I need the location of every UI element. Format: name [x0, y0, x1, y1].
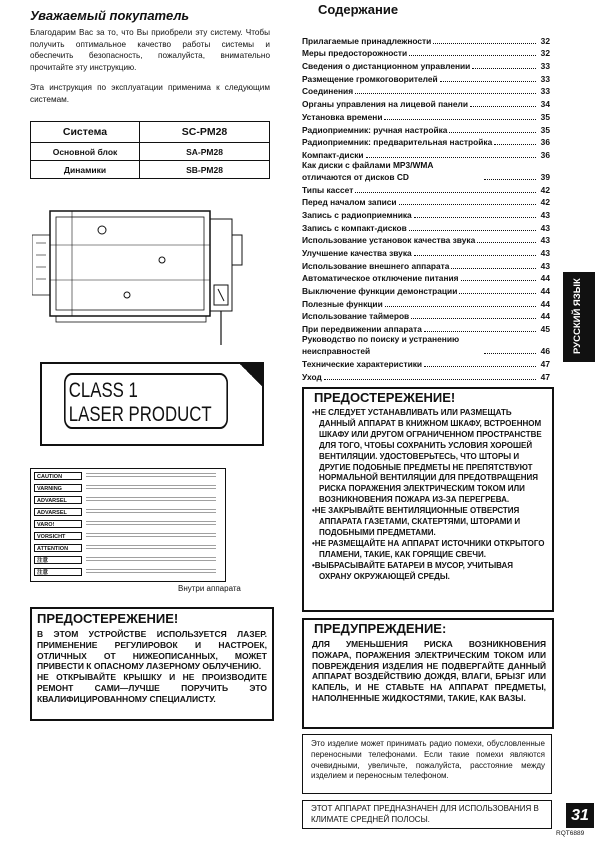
toc-item-title: Уход: [302, 371, 322, 382]
toc-dot-leader: [409, 230, 536, 231]
toc-item: [302, 97, 550, 110]
language-tab: [563, 272, 595, 362]
toc-item: [302, 183, 550, 196]
warning-row: VARO!: [34, 520, 220, 529]
warning-row: VORSICHT: [34, 532, 220, 541]
toc-dot-leader: [355, 192, 536, 193]
toc-dot-leader: [484, 179, 536, 180]
toc-dot-leader: [399, 204, 536, 205]
note-text: ЭТОТ АППАРАТ ПРЕДНАЗНАЧЕН ДЛЯ ИСПОЛЬЗОВАНИЯ В КЛИМАТЕ СРЕДНЕЙ ПОЛОСЫ.: [311, 804, 539, 824]
toc-dot-leader: [470, 106, 536, 107]
table-cell: Динамики: [31, 161, 140, 179]
laser-class-text: CLASS 1: [68, 379, 138, 402]
toc-dot-leader: [411, 318, 536, 319]
caution-paragraph-2: НЕ ОТКРЫВАЙТЕ КРЫШКУ И НЕ ПРОИЗВОДИТЕ РЕМОНТ САМИ—ЛУЧШЕ ПОРУЧИТЬ ЭТО КВАЛИФИЦИРОВАННОМУ СПЕЦИАЛИСТУ.: [37, 672, 267, 704]
toc-item: [302, 72, 550, 85]
toc-item: [302, 297, 550, 310]
toc-dot-leader: [451, 268, 536, 269]
toc-item-title: Руководство по поиску и устранению неисправностей: [302, 334, 460, 357]
system-table: [30, 121, 270, 179]
toc-item-title: Полезные функции: [302, 298, 383, 309]
toc-item-title: Прилагаемые принадлежности: [302, 35, 432, 46]
toc-dot-leader: [414, 217, 536, 218]
toc-dot-leader: [409, 55, 536, 56]
page-number: 31: [566, 803, 594, 828]
toc-item-page: 45: [540, 324, 550, 335]
toc-item-title: Использование таймеров: [302, 311, 410, 322]
toc-item-title: Использование внешнего аппарата: [302, 260, 450, 271]
device-illustration: [32, 205, 262, 345]
ventilation-warning-box: [302, 387, 554, 612]
table-cell: Основной блок: [31, 143, 140, 161]
warning-title: ПРЕДУПРЕЖДЕНИЕ:: [314, 621, 447, 636]
toc-dot-leader: [449, 132, 536, 133]
toc-item-title: Компакт-диски: [302, 149, 364, 160]
toc-item-page: 34: [540, 99, 550, 110]
toc-dot-leader: [484, 353, 536, 354]
toc-item: [302, 335, 550, 357]
warning-row: ADVARSEL: [34, 508, 220, 517]
toc-dot-leader: [385, 306, 536, 307]
intro-paragraph-1: Благодарим Вас за то, что Вы приобрели эту систему. Чтобы получить оптимальное качество работы системы и обеспечить безопасность, пожалуйста, внимательно прочитайте эту инструкцию.: [30, 28, 270, 72]
toc-dot-leader: [459, 293, 536, 294]
table-row: [31, 161, 270, 179]
toc-dot-leader: [424, 366, 536, 367]
table-cell: Система: [31, 122, 140, 143]
language-tab-label: РУССКИЙ ЯЗЫК: [572, 278, 583, 354]
toc-item: [302, 272, 550, 285]
moisture-warning-box: [302, 618, 554, 729]
table-row: [31, 143, 270, 161]
toc-item-title: Размещение громкоговорителей: [302, 73, 438, 84]
toc-dot-leader: [355, 93, 536, 94]
toc-item: [302, 370, 550, 383]
toc-item-page: 42: [540, 197, 550, 208]
toc-item-title: Запись с радиоприемника: [302, 209, 412, 220]
caution-title: ПРЕДОСТЕРЕЖЕНИЕ!: [37, 611, 179, 626]
warning-title: ПРЕДОСТЕРЕЖЕНИЕ!: [314, 390, 456, 405]
toc-item-title: Автоматическое отключение питания: [302, 273, 459, 284]
toc-item-page: 44: [540, 311, 550, 322]
toc-item-page: 32: [540, 48, 550, 59]
toc-item-title: Как диски с файлами MP3/WMA отличаются от дисков CD: [302, 159, 434, 182]
table-cell: SB-PM28: [140, 161, 270, 179]
toc-item-title: Типы кассет: [302, 184, 354, 195]
toc-item-page: 44: [540, 298, 550, 309]
toc-item-page: 35: [540, 111, 550, 122]
toc-item: [302, 136, 550, 149]
page-title-right: Содержание: [318, 2, 399, 17]
warning-row: 注意: [34, 568, 220, 577]
toc-item: [302, 161, 550, 183]
device-caption: Внутри аппарата: [178, 584, 241, 593]
toc-item-title: Меры предосторожности: [302, 48, 408, 59]
warning-row: 注意: [34, 556, 220, 565]
toc-item: [302, 110, 550, 123]
intro-paragraph-2: Эта инструкция по эксплуатации применима к следующим системам.: [30, 83, 270, 104]
laser-warning-sticker: [30, 468, 226, 582]
warning-row: VARNING: [34, 484, 220, 493]
warning-item: •ВЫБРАСЫВАЙТЕ БАТАРЕИ В МУСОР, УЧИТЫВАЯ ОХРАНУ ОКРУЖАЮЩЕЙ СРЕДЫ.: [312, 560, 514, 581]
toc-item-page: 47: [540, 358, 550, 369]
toc-item: [302, 196, 550, 209]
radio-interference-note: [302, 734, 552, 794]
toc-item-title: При передвижении аппарата: [302, 324, 422, 335]
toc-item-page: 32: [540, 35, 550, 46]
toc-item-page: 33: [540, 73, 550, 84]
page-title-left: Уважаемый покупатель: [30, 8, 190, 23]
intro-text: [30, 27, 270, 114]
toc-dot-leader: [433, 43, 536, 44]
toc-item-page: 33: [540, 86, 550, 97]
toc-item-page: 43: [540, 222, 550, 233]
toc-item-page: 43: [540, 260, 550, 271]
warning-text: ДЛЯ УМЕНЬШЕНИЯ РИСКА ВОЗНИКНОВЕНИЯ ПОЖАРА, ПОРАЖЕНИЯ ЭЛЕКТРИЧЕСКИМ ТОКОМ ИЛИ ПОВРЕЖДЕНИЯ ИЗДЕЛИЯ НЕ ПОДВЕРГАЙТЕ ДАННЫЙ АППАРАТ ВОЗДЕЙСТВИЮ ДОЖДЯ, ВЛАГИ, БРЫЗГ ИЛИ КАПЕЛЬ, И НЕ СТАВЬТЕ НА АППАРАТ ПРЕДМЕТЫ, НАПОЛНЕННЫЕ ЖИДКОСТЯМИ, ТАКИЕ, КАК ВАЗЫ.: [312, 639, 546, 703]
laser-product-label: [40, 362, 264, 446]
climate-note: [302, 800, 552, 829]
table-row: [31, 122, 270, 143]
toc-item-page: 33: [540, 61, 550, 72]
toc-item-title: Перед началом записи: [302, 197, 397, 208]
toc-item-title: Установка времени: [302, 111, 383, 122]
toc-item: [302, 234, 550, 247]
toc-dot-leader: [494, 144, 536, 145]
warning-item: •НЕ РАЗМЕЩАЙТЕ НА АППАРАТ ИСТОЧНИКИ ОТКРЫТОГО ПЛАМЕНИ, ТАКИЕ, КАК ГОРЯЩИЕ СВЕЧИ.: [312, 538, 545, 559]
table-of-contents: [302, 34, 550, 383]
toc-item-page: 35: [540, 124, 550, 135]
toc-item-page: 46: [540, 346, 550, 357]
toc-item: [302, 85, 550, 98]
toc-item: [302, 34, 550, 47]
toc-dot-leader: [324, 379, 536, 380]
toc-item-title: Соединения: [302, 86, 354, 97]
toc-item-page: 43: [540, 209, 550, 220]
toc-item-page: 44: [540, 273, 550, 284]
toc-item: [302, 47, 550, 60]
toc-item-title: Радиоприемник: предварительная настройка: [302, 137, 493, 148]
toc-item: [302, 221, 550, 234]
note-text: Это изделие может принимать радио помехи, обусловленные переносными телефонами. Если такие помехи являются очевидными, увеличьте, пожалуйста, расстояние между изделием и переносным телефоном.: [311, 739, 545, 781]
laser-product-text: LASER PRODUCT: [68, 403, 212, 426]
toc-item: [302, 208, 550, 221]
toc-item: [302, 123, 550, 136]
toc-item: [302, 246, 550, 259]
toc-item-page: 39: [540, 171, 550, 182]
warning-item: •НЕ СЛЕДУЕТ УСТАНАВЛИВАТЬ ИЛИ РАЗМЕЩАТЬ ДАННЫЙ АППАРАТ В КНИЖНОМ ШКАФУ, ВСТРОЕННОМ ШКАФУ ИЛИ ДРУГОМ ОГРАНИЧЕННОМ ПРОСТРАНСТВЕ ДЛЯ ТОГО, ЧТОБЫ СОХРАНИТЬ УСЛОВИЯ ХОРОШЕЙ ВЕНТИЛЯЦИИ. УДОСТОВЕРЬТЕСЬ, ЧТО ШТОРЫ И ДРУГИЕ ПОДОБНЫЕ ПРЕДМЕТЫ НЕ ПРЕПЯТСТВУЮТ НОРМАЛЬНОЙ ВЕНТИЛЯЦИИ ДЛЯ ПРЕДОТВРАЩЕНИЯ РИСКА ПОРАЖЕНИЯ ЭЛЕКТРИЧЕСКИМ ТОКОМ ИЛИ ВОЗНИКНОВЕНИЯ ПОЖАРА ИЗ-ЗА ПЕРЕГРЕВА.: [312, 408, 542, 505]
toc-item-page: 43: [540, 248, 550, 258]
toc-item: [302, 284, 550, 297]
warning-row: ATTENTION: [34, 544, 220, 553]
warning-row: ADVARSEL: [34, 496, 220, 505]
toc-item: [302, 59, 550, 72]
toc-item-title: Выключение функции демонстрации: [302, 286, 458, 297]
table-cell: SC-PM28: [140, 122, 270, 143]
toc-item-page: 36: [540, 149, 550, 160]
toc-item-page: 36: [540, 137, 550, 148]
table-cell: SA-PM28: [140, 143, 270, 161]
toc-dot-leader: [477, 242, 536, 243]
toc-dot-leader: [472, 68, 536, 69]
toc-dot-leader: [384, 119, 536, 120]
document-code: RQT6889: [556, 830, 585, 837]
warning-row: CAUTION: [34, 472, 220, 481]
toc-dot-leader: [366, 157, 536, 158]
toc-item-title: Радиоприемник: ручная настройка: [302, 124, 448, 135]
toc-item-title: Улучшение качества звука: [302, 248, 412, 258]
laser-caution-box: [30, 607, 274, 721]
toc-item: [302, 310, 550, 323]
toc-item-page: 42: [540, 184, 550, 195]
label-corner-mark: [240, 364, 262, 386]
toc-item-page: 44: [540, 286, 550, 297]
toc-item-title: Сведения о дистанционном управлении: [302, 61, 471, 72]
toc-dot-leader: [424, 331, 536, 332]
toc-item-title: Использование установок качества звука: [302, 235, 476, 246]
warning-item: •НЕ ЗАКРЫВАЙТЕ ВЕНТИЛЯЦИОННЫЕ ОТВЕРСТИЯ АППАРАТА ГАЗЕТАМИ, СКАТЕРТЯМИ, ШТОРАМИ И ПОДОБНЫМИ ПРЕДМЕТАМИ.: [312, 506, 521, 537]
toc-item: [302, 259, 550, 272]
caution-paragraph-1: В ЭТОМ УСТРОЙСТВЕ ИСПОЛЬЗУЕТСЯ ЛАЗЕР. ПРИМЕНЕНИЕ РЕГУЛИРОВОК И НАСТРОЕК, ОТЛИЧНЫХ ОТ НИЖЕОПИСАННЫХ, МОЖЕТ ПРИВЕСТИ К ОПАСНОМУ ЛАЗЕРНОМУ ОБЛУЧЕНИЮ.: [37, 629, 267, 672]
toc-item: [302, 357, 550, 370]
toc-item-title: Технические характеристики: [302, 358, 423, 369]
toc-item-title: Органы управления на лицевой панели: [302, 99, 468, 110]
toc-dot-leader: [440, 81, 536, 82]
toc-item-page: 47: [540, 371, 550, 382]
toc-item-page: 43: [540, 235, 550, 246]
toc-dot-leader: [414, 255, 536, 256]
toc-item-title: Запись с компакт-дисков: [302, 222, 407, 233]
toc-dot-leader: [461, 280, 536, 281]
